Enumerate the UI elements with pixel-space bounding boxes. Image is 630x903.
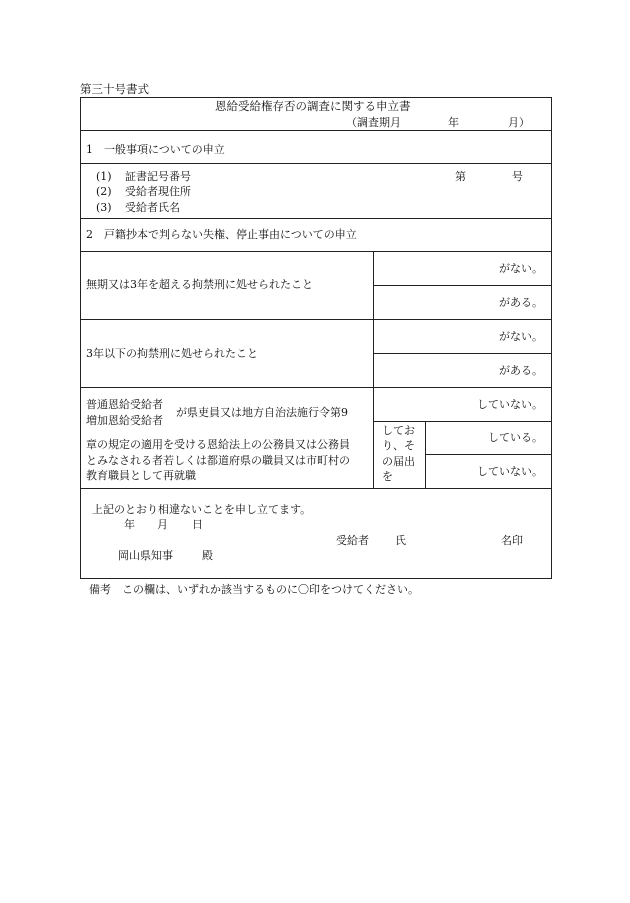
date-day: 日 [192,518,203,531]
column-divider [373,251,374,488]
condition-text: 無期又は3年を超える拘禁刑に処せられたこと [86,278,313,291]
recipient-type-ordinary: 普通恩給受給者 [86,398,163,411]
notification-note: を [382,470,393,483]
section2-heading: 2 戸籍抄本で判らない失権、停止事由についての申立 [86,228,357,241]
reemployment-text: 章の規定の適用を受ける恩給法上の公務員又は公務員 [86,438,350,451]
notification-note: り、そ [382,439,415,452]
survey-period-year: 年 [448,116,459,129]
addressee: 岡山県知事 [118,549,173,562]
divider [80,319,552,320]
date-year: 年 [124,518,135,531]
item-label: 受給者氏名 [125,201,180,214]
item-label: 受給者現住所 [125,185,191,198]
column-divider [425,421,426,488]
divider [80,218,552,219]
divider [80,488,552,489]
notification-note: の届出 [382,455,415,468]
divider [425,454,552,455]
name-label: 氏 [395,534,406,547]
divider [80,163,552,164]
recipient-type-additional: 増加恩給受給者 [86,414,163,427]
option-notified[interactable]: している。 [488,431,543,444]
form-title: 恩給受給権存否の調査に関する申立書 [215,99,411,113]
date-month: 月 [157,518,168,531]
option-none[interactable]: がない。 [499,330,543,343]
divider [80,387,552,388]
form-number: 第三十号書式 [80,82,149,96]
certificate-prefix: 第 [455,170,466,183]
section1-heading: 1 一般事項についての申立 [86,143,225,156]
divider [80,130,552,131]
recipient-label: 受給者 [336,534,369,547]
option-none[interactable]: がない。 [499,262,543,275]
reemployment-text: 教育職員として再就職 [86,469,196,482]
divider [373,285,552,286]
seal-label: 名印 [501,534,523,547]
divider [80,251,552,252]
certificate-suffix: 号 [512,170,523,183]
item-label: 証書記号番号 [125,170,191,183]
reemployment-text: が県吏員又は地方自治法施行令第9 [176,406,348,419]
option-some[interactable]: がある。 [499,364,543,377]
declaration-statement: 上記のとおり相違ないことを申し立てます。 [92,503,312,516]
option-not-reemployed[interactable]: していない。 [477,398,543,411]
option-not-notified[interactable]: していない。 [477,465,543,478]
item-number: (2) [96,185,112,198]
remarks-note: 備考 この欄は、いずれか該当するものに〇印をつけてください。 [89,583,419,596]
option-some[interactable]: がある。 [499,296,543,309]
item-number: (3) [96,201,112,214]
item-number: (1) [96,170,112,183]
survey-period-month: 月） [508,116,530,129]
condition-text: 3年以下の拘禁刑に処せられたこと [86,347,258,360]
divider [373,421,552,422]
divider [373,353,552,354]
honorific: 殿 [202,549,213,562]
notification-note: してお [382,424,415,437]
reemployment-text: とみなされる者若しくは都道府県の職員又は市町村の [86,454,350,467]
survey-period-label: （調査期月 [346,116,401,129]
